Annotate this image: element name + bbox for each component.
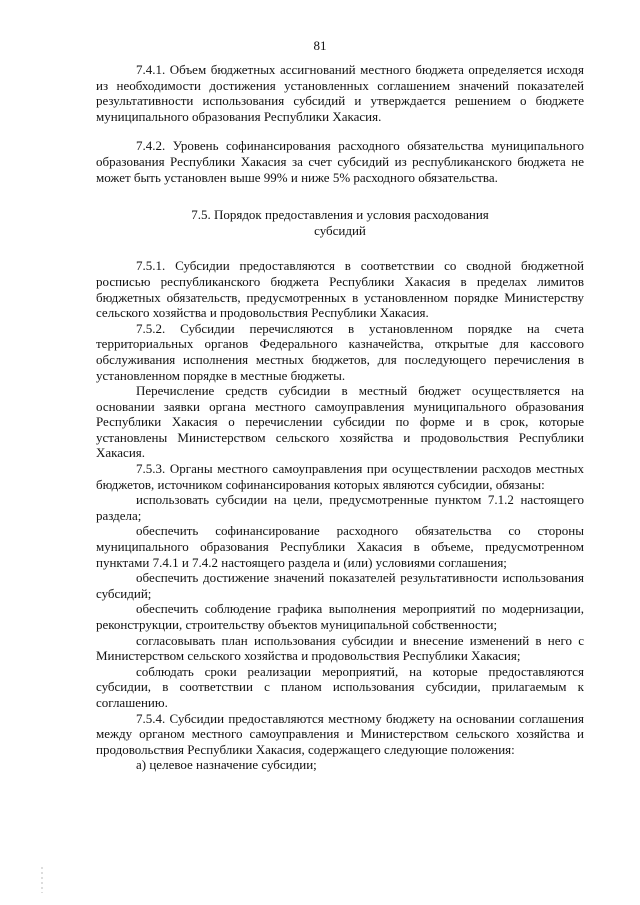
paragraph-7-5-2: 7.5.2. Субсидии перечисляются в установленном порядке на счета территориальных органов Федерального казначейства, открытые для кассового обслуживания исполнения местных бюджетов, для последующего перечисления в установленном порядке в местные бюджеты. bbox=[96, 320, 584, 383]
obligation-item: обеспечить соблюдение графика выполнения мероприятий по модернизации, реконструкции, строительству объектов муниципальной собственности; bbox=[96, 601, 584, 632]
section-heading-line-1: 7.5. Порядок предоставления и условия расходования bbox=[191, 207, 489, 223]
document-body bbox=[96, 62, 584, 773]
obligation-item: обеспечить достижение значений показателей результативности использования субсидий; bbox=[96, 570, 584, 601]
obligation-item: согласовывать план использования субсидии и внесение изменений в него с Министерством сельского хозяйства и продовольствия Республики Хакасия; bbox=[96, 632, 584, 664]
paragraph-7-5-4: 7.5.4. Субсидии предоставляются местному бюджету на основании соглашения между органом местного самоуправления и Министерством сельского хозяйства и продовольствия Республики Хакасия, содержащего следующие положения: bbox=[96, 710, 584, 757]
paragraph-7-5-1: 7.5.1. Субсидии предоставляются в соответствии со сводной бюджетной росписью республиканского бюджета Республики Хакасия в пределах лимитов бюджетных обязательств, предусмотренных в установленном порядке Министерству сельского хозяйства и продовольствия Республики Хакасия. bbox=[96, 258, 584, 321]
section-heading-7-5 bbox=[96, 207, 584, 238]
list-item-a: а) целевое назначение субсидии; bbox=[136, 757, 317, 773]
paragraph-7-5-3: 7.5.3. Органы местного самоуправления при осуществлении расходов местных бюджетов, источником софинансирования которых являются субсидии, обязаны: bbox=[96, 461, 584, 492]
paragraph-transfer: Перечисление средств субсидии в местный бюджет осуществляется на основании заявки органа местного самоуправления муниципального образования Республики Хакасия о перечислении субсидии по форме и в срок, которые установлены Министерством сельского хозяйства и продовольствия Республики Хакасия. bbox=[96, 383, 584, 461]
obligation-item: соблюдать сроки реализации мероприятий, на которые предоставляются субсидии, в соответствии с планом использования субсидии, прилагаемым к соглашению. bbox=[96, 663, 584, 710]
section-heading-line-2: субсидий bbox=[314, 222, 366, 238]
paragraph-7-4-1: 7.4.1. Объем бюджетных ассигнований местного бюджета определяется исходя из необходимости достижения установленных соглашением значений показателей результативности использования субсидий и утверждается решением о бюджете муниципального образования Республики Хакасия. bbox=[96, 62, 584, 124]
obligation-item: использовать субсидии на цели, предусмотренные пунктом 7.1.2 настоящего раздела; bbox=[96, 492, 584, 523]
paragraph-7-4-2: 7.4.2. Уровень софинансирования расходного обязательства муниципального образования Республики Хакасия за счет субсидий из республиканского бюджета не может быть установлен выше 99% и ниже 5% расходного обязательства. bbox=[96, 138, 584, 185]
page-number: 81 bbox=[313, 38, 327, 53]
obligation-item: обеспечить софинансирование расходного обязательства со стороны муниципального образования Республики Хакасия в объеме, предусмотренном пунктами 7.4.1 и 7.4.2 настоящего раздела и (или) условиями соглашения; bbox=[96, 523, 584, 570]
margin-scan-mark bbox=[36, 865, 48, 895]
